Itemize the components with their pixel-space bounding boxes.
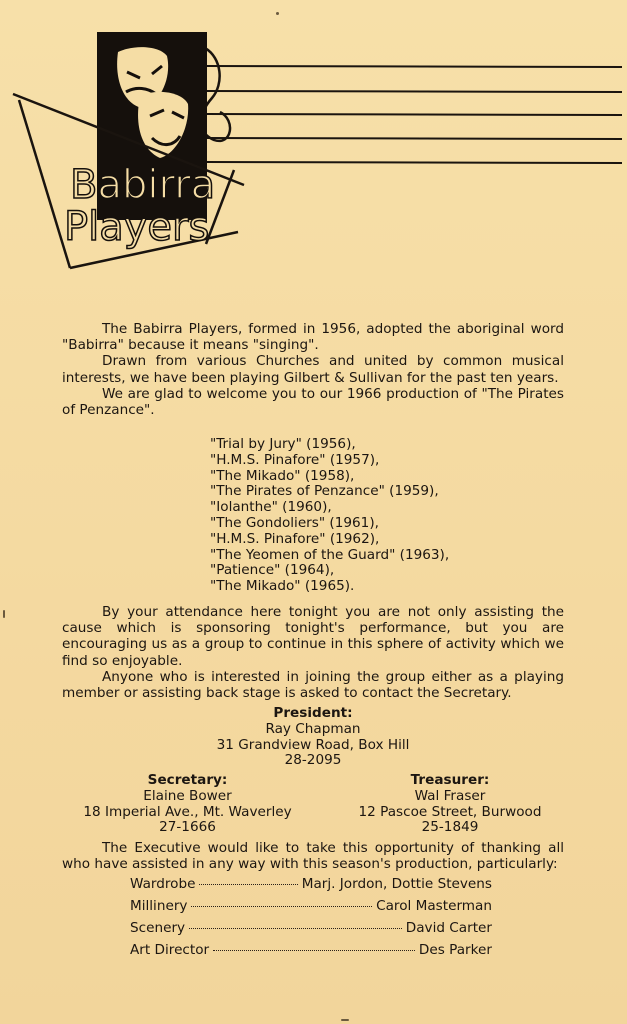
secretary-address: 18 Imperial Ave., Mt. Waverley: [83, 803, 292, 820]
list-item: "The Mikado" (1965).: [210, 578, 355, 595]
president-block: [163, 706, 463, 769]
list-item: "The Yeomen of the Guard" (1963),: [210, 546, 450, 563]
leader-dots: [189, 928, 402, 929]
productions-list: [210, 437, 449, 595]
credit-role: Millinery: [130, 898, 188, 914]
attendance-paragraph: By your attendance here tonight you are not only assisting the cause which is sponsoring tonight's performance, but you are encouraging us as a group to continue in this sphere of activity which we find so enjoyable.: [62, 604, 564, 669]
president-title: President:: [273, 705, 353, 721]
secretary-title: Secretary:: [147, 772, 228, 788]
credit-row: [130, 898, 492, 920]
president-phone: 28-2095: [284, 752, 342, 769]
intro-paragraph-1: The Babirra Players, formed in 1956, adopted the aboriginal word "Babirra" because it means "singing".: [62, 321, 564, 354]
treasurer-phone: 25-1849: [421, 819, 479, 836]
president-name: Ray Chapman: [265, 720, 361, 737]
credit-row: [130, 876, 492, 898]
logo-word-players: Players: [64, 204, 210, 250]
treasurer-title: Treasurer:: [410, 772, 490, 788]
list-item: "The Mikado" (1958),: [210, 467, 355, 484]
credit-role: Scenery: [130, 920, 186, 936]
leader-dots: [199, 884, 297, 885]
leader-dots: [191, 906, 372, 907]
credit-name: David Carter: [405, 920, 492, 936]
list-item: "The Gondoliers" (1961),: [210, 514, 379, 531]
list-item: "Iolanthe" (1960),: [210, 499, 332, 516]
paper-speck: [3, 610, 5, 618]
list-item: "Patience" (1964),: [210, 562, 335, 579]
credit-name: Carol Masterman: [376, 898, 492, 914]
intro-section: [62, 321, 564, 418]
secretary-block: [60, 773, 315, 836]
thanks-text: The Executive would like to take this opportunity of thanking all who have assisted in any way with this season's production, particularly:: [62, 840, 564, 873]
credits-list: [130, 876, 492, 964]
president-address: 31 Grandview Road, Box Hill: [216, 736, 410, 753]
join-paragraph: Anyone who is interested in joining the group either as a playing member or assisting back stage is asked to contact the Secretary.: [62, 668, 564, 702]
music-staff-lines: [207, 66, 622, 163]
intro-paragraph-2: Drawn from various Churches and united by common musical interests, we have been playing Gilbert & Sullivan for the past ten years.: [62, 353, 564, 386]
paper-speck: [276, 12, 279, 15]
treasurer-address: 12 Pascoe Street, Burwood: [358, 803, 542, 820]
body-section: [62, 604, 564, 701]
secretary-name: Elaine Bower: [143, 787, 232, 804]
credit-name: Marj. Jordon, Dottie Stevens: [301, 876, 492, 892]
logo-word-babirra: Babirra: [70, 162, 216, 208]
treasurer-block: [330, 773, 570, 836]
credit-name: Des Parker: [418, 942, 492, 958]
list-item: "Trial by Jury" (1956),: [210, 436, 356, 452]
list-item: "The Pirates of Penzance" (1959),: [210, 483, 439, 500]
babirra-players-logo: [0, 0, 627, 290]
list-item: "H.M.S. Pinafore" (1957),: [210, 451, 380, 468]
secretary-phone: 27-1666: [159, 819, 216, 836]
paper-speck: [341, 1019, 349, 1021]
list-item: "H.M.S. Pinafore" (1962),: [210, 530, 380, 547]
credit-role: Wardrobe: [130, 876, 196, 892]
treasurer-name: Wal Fraser: [414, 787, 486, 804]
thanks-paragraph: [62, 840, 564, 872]
credit-row: [130, 920, 492, 942]
intro-paragraph-3: We are glad to welcome you to our 1966 production of "The Pirates of Penzance".: [62, 385, 564, 419]
leader-dots: [213, 950, 415, 951]
credit-role: Art Director: [130, 942, 210, 958]
credit-row: [130, 942, 492, 964]
